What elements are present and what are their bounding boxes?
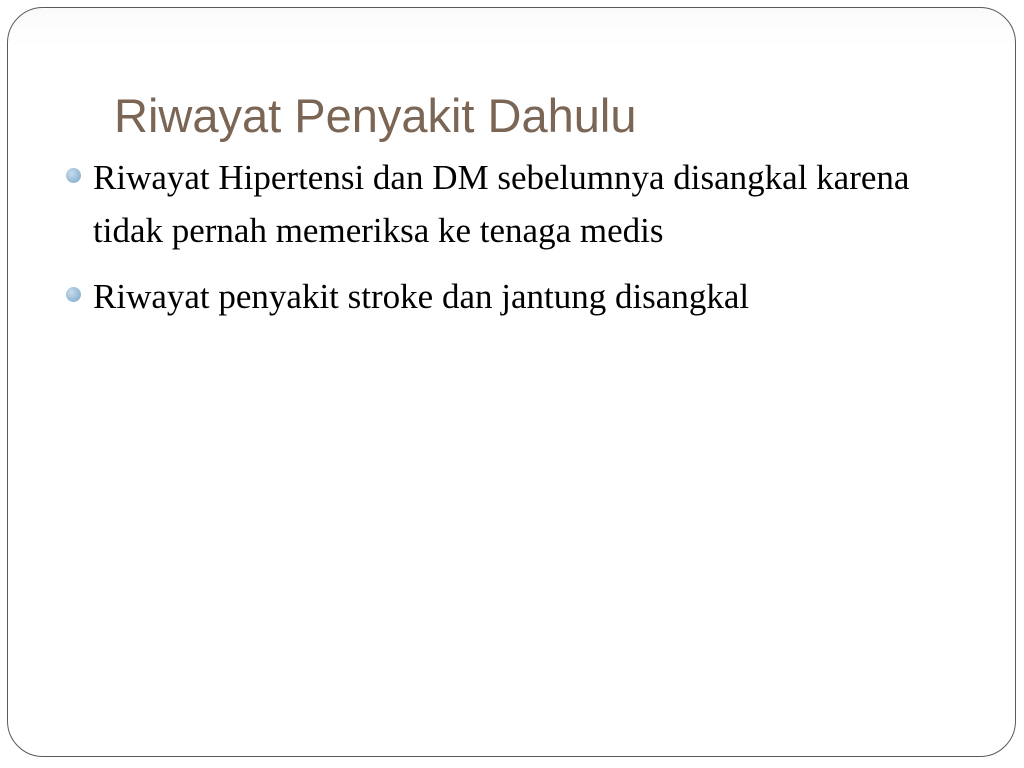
bullet-list	[66, 151, 946, 336]
slide-title: Riwayat Penyakit Dahulu	[114, 89, 637, 142]
bullet-dot-icon	[66, 287, 81, 302]
bullet-text: Riwayat penyakit stroke dan jantung disangkal	[93, 277, 750, 316]
list-item	[66, 151, 946, 257]
list-item	[66, 270, 946, 323]
bullet-dot-icon	[66, 168, 81, 183]
bullet-text: Riwayat Hipertensi dan DM sebelumnya disangkal karena tidak pernah memeriksa ke tenaga medis	[93, 158, 910, 250]
